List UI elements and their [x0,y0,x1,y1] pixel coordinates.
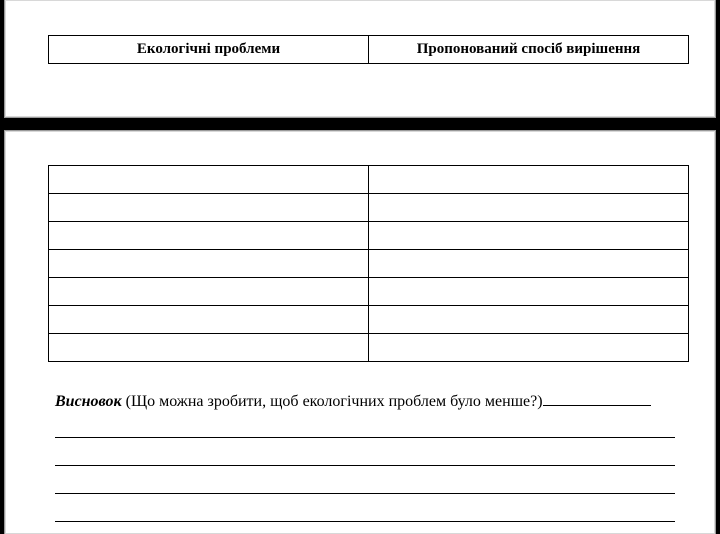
conclusion-question: (Що можна зробити, щоб екологічних проблем було менше?) [121,393,543,410]
table-row [49,278,689,306]
problems-table-body [48,165,689,362]
worksheet-page-top [4,0,716,118]
problem-cell[interactable] [49,334,369,362]
problem-cell[interactable] [49,194,369,222]
table-row [49,222,689,250]
table-row [49,194,689,222]
problem-cell[interactable] [49,166,369,194]
conclusion-label: Висновок [55,393,122,410]
table-row [49,250,689,278]
problem-cell[interactable] [49,306,369,334]
solution-cell[interactable] [369,222,689,250]
problem-cell[interactable] [49,222,369,250]
answer-line[interactable] [55,437,675,438]
table-row [49,166,689,194]
worksheet-page-bottom [4,130,716,534]
solution-cell[interactable] [369,250,689,278]
table-row [49,306,689,334]
solution-cell[interactable] [369,166,689,194]
column-header-solutions: Пропонований спосіб вирішення [369,36,689,64]
table-row [49,334,689,362]
problems-table-header [48,35,689,64]
answer-line[interactable] [55,493,675,494]
conclusion-answer-blank[interactable] [543,394,651,406]
answer-line[interactable] [55,465,675,466]
column-header-problems: Екологічні проблеми [49,36,369,64]
answer-line[interactable] [55,521,675,522]
problem-cell[interactable] [49,278,369,306]
solution-cell[interactable] [369,334,689,362]
table-header-row [49,36,689,64]
solution-cell[interactable] [369,306,689,334]
conclusion-prompt [55,393,651,411]
solution-cell[interactable] [369,278,689,306]
solution-cell[interactable] [369,194,689,222]
problem-cell[interactable] [49,250,369,278]
